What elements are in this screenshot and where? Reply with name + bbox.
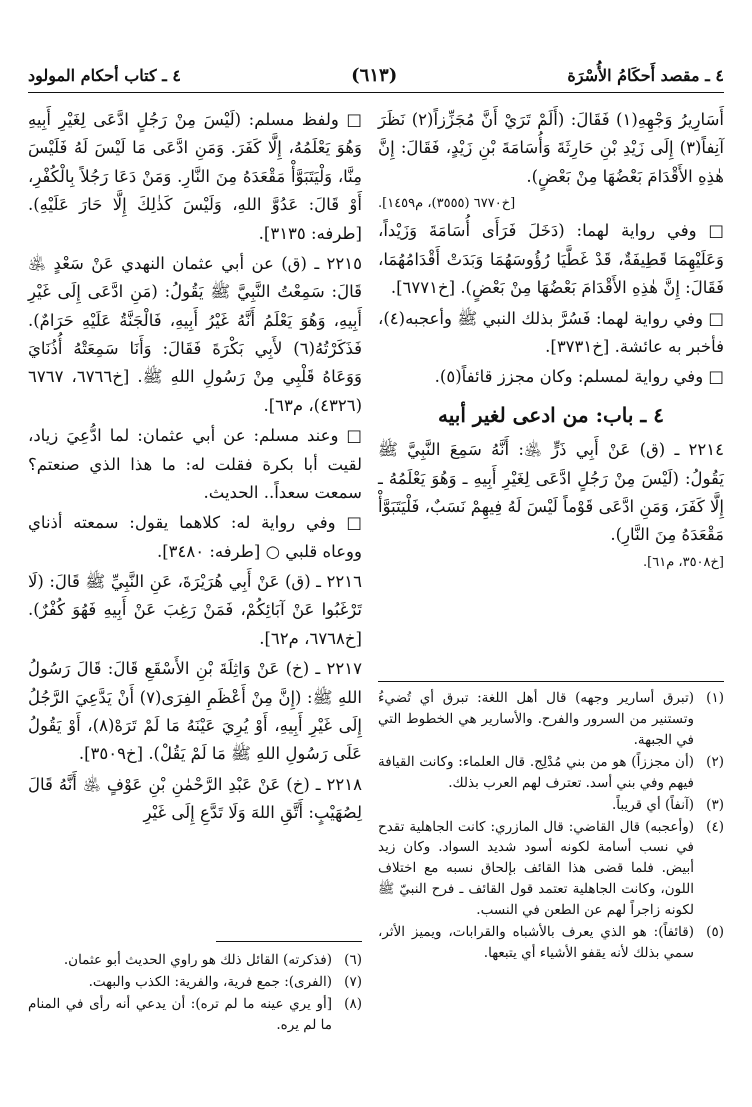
footnote-number: (٦): [344, 952, 362, 968]
footnote: [378, 795, 724, 816]
paragraph: أَسَارِيرُ وَجْهِهِ(١) فَقَالَ: (أَلَمْ تَرَيْ أَنَّ مُجَزِّزاً(٢) نَظَرَ آنِفاً(٣) إِلَى زَيْدِ بْنِ حَارِثَةَ وَأُسَامَةَ بْنِ زَيْدٍ، فَقَالَ: إِنَّ هٰذِهِ الأَقْدَامَ بَعْضُهَا مِنْ بَعْضٍ).: [378, 110, 724, 186]
footnote: [28, 950, 362, 971]
paragraph: □ وعند مسلم: عن أبي عثمان: لما ادُّعِيَ زياد، لقيت أبا بكرة فقلت له: ما هذا الذي صنعتم؟ سمعت سعداً.. الحديث.: [28, 426, 362, 502]
chapter-heading: ٤ ـ باب: من ادعى لغير أبيه: [438, 402, 664, 427]
footnote-divider: [216, 941, 362, 942]
footnote-number: (١): [706, 690, 724, 706]
header-section-title: ٤ ـ مقصد أَحكَامُ الأُسْرَة: [567, 65, 724, 85]
footnote-text: (قائفاً): هو الذي يعرف بالأشباه والقرابات، ويميز الأثر، سمي بذلك لأنه يقفو الأشياء أي يتبعها.: [378, 924, 694, 962]
page-number: (٦١٣): [351, 64, 398, 86]
footnote: [378, 688, 724, 751]
header-book-title: ٤ ـ كتاب أحكام المولود: [28, 65, 181, 85]
footnote-divider: [378, 681, 724, 682]
footnotes-left: [28, 950, 362, 1037]
footnote: [378, 922, 724, 964]
footnote-text: (آنفاً) أي قريباً.: [611, 796, 694, 813]
footnote: [378, 817, 724, 922]
left-column: [28, 106, 362, 829]
hadith-paragraph: ٢٢١٥ ـ (ق) عن أبي عثمان النهدي عَنْ سَعْدٍ ﵁ قَالَ: سَمِعْتُ النَّبِيَّ ﷺ يَقُولُ: (مَنِ ادَّعَى إِلَى غَيْرِ أَبِيهِ، وَهُوَ يَعْلَمُ أَنَّهُ غَيْرُ أَبِيهِ، فَالْجَنَّةُ عَلَيْهِ حَرَامٌ). فَذَكَرْتُهُ(٦) لأَبِي بَكْرَةَ فَقَالَ: وَأَنَا سَمِعَتْهُ أُذُنَايَ وَوَعَاهُ قَلْبِي مِنْ رَسُولِ اللهِ ﷺ. [خ٦٧٦٦، ٦٧٦٧ (٤٣٢٦)، م٦٣].: [28, 253, 362, 415]
footnote-text: [أو يري عينه ما لم تره): أن يدعي أنه رأى في المنام ما لم يره.: [28, 995, 332, 1033]
hadith-reference: [خ٦٧٧٠ (٣٥٥٥)، م١٤٥٩].: [378, 196, 516, 212]
page-header: [28, 58, 724, 93]
paragraph: □ وفي رواية لهما: فَسُرَّ بذلك النبي ﷺ وأعجبه(٤)، فأخبر به عائشة. [خ٣٧٣١].: [378, 308, 724, 356]
footnote-number: (٣): [706, 796, 724, 813]
footnote-number: (٤): [706, 818, 724, 835]
footnote-text: (فذكرته) القائل ذلك هو راوي الحديث أبو عثمان.: [63, 952, 332, 968]
footnote-text: (الفرى): جمع فرية، والفرية: الكذب والبهت.: [88, 973, 332, 990]
hadith-paragraph: ٢٢١٨ ـ (خ) عَنْ عَبْدِ الرَّحْمٰنِ بْنِ عَوْفٍ ﵁ أَنَّهُ قَالَ لِصُهَيْبٍ: أَتَّقِ اللهَ وَلَا تَدَّعِ إِلَى غَيْرِ: [28, 774, 362, 822]
paragraph: □ ولفظ مسلم: (لَيْسَ مِنْ رَجُلٍ ادَّعَى لِغَيْرِ أَبِيهِ وَهُوَ يَعْلَمُهُ، إِلَّا كَفَرَ. وَمَنِ ادَّعَى مَا لَيْسَ لَهُ فَلَيْسَ مِنَّا، وَلْيَتَبَوَّأْ مَقْعَدَهُ مِنَ النَّارِ. وَمَنْ دَعَا رَجُلاً بِالْكُفْرِ، أَوْ قَالَ: عَدُوَّ اللهِ، وَلَيْسَ كَذٰلِكَ إِلَّا حَارَ عَلَيْهِ). [طرفه: ٣١٣٥].: [28, 110, 362, 243]
hadith-reference: [خ٣٥٠٨، م٦١].: [643, 554, 724, 570]
footnote-text: (وأعجبه) قال القاضي: قال المازري: كانت الجاهلية تقدح في نسب أسامة لكونه أسود شديد السواد. وكان زيد أبيض. فلما قضى هذا القائف بإلحاق نسبه مع اختلاف اللون، وكانت الجاهلية تعتمد قول القائف ـ فرح النبيّ ﷺ لكونه زاجراً لهم عن الطعن في النسب.: [378, 818, 694, 919]
hadith-paragraph: ٢٢١٦ ـ (ق) عَنْ أَبِي هُرَيْرَةَ، عَنِ النَّبِيِّ ﷺ قَالَ: (لَا تَرْغَبُوا عَنْ آبَائِكُمْ، فَمَنْ رَغِبَ عَنْ أَبِيهِ فَهُوَ كُفْرٌ). [خ٦٧٦٨، م٦٢].: [28, 572, 362, 648]
hadith-paragraph: ٢٢١٧ ـ (خ) عَنْ وَاثِلَةَ بْنِ الأَسْقَعِ قَالَ: قَالَ رَسُولُ اللهِ ﷺ: (إِنَّ مِنْ أَعْظَمِ الفِرَى(٧) أَنْ يَدَّعِيَ الرَّجُلُ إِلَى غَيْرِ أَبِيهِ، أَوْ يُرِيَ عَيْنَهُ مَا لَمْ تَرَهْ(٨)، أَوْ يَقُولُ عَلَى رَسُولِ اللهِ ﷺ مَا لَمْ يَقُلْ). [خ٣٥٠٩].: [28, 659, 362, 764]
footnotes-right: [378, 688, 724, 965]
footnote-number: (٥): [706, 924, 724, 941]
paragraph: □ وفي رواية له: كلاهما يقول: سمعته أذناي ووعاه قلبي ○ [طرفه: ٣٤٨٠].: [28, 513, 362, 561]
paragraph: □ وفي رواية لمسلم: وكان مجزز قائفاً(٥).: [434, 367, 724, 387]
hadith-paragraph: ٢٢١٤ ـ (ق) عَنْ أَبِي ذَرٍّ ﵁: أَنَّهُ سَمِعَ النَّبِيَّ ﷺ يَقُولُ: (لَيْسَ مِنْ رَجُلٍ ادَّعَى لِغَيْرِ أَبِيهِ ـ وَهُوَ يَعْلَمُهُ ـ إِلَّا كَفَرَ، وَمَنِ ادَّعَى قَوْماً لَيْسَ لَهُ فِيهِمْ نَسَبٌ، فَلْيَتَبَوَّأْ مَقْعَدَهُ مِنَ النَّارِ).: [378, 440, 724, 545]
footnote-number: (٧): [344, 973, 362, 990]
footnote: [28, 994, 362, 1036]
paragraph: □ وفي رواية لهما: (دَخَلَ فَرَأَى أُسَامَةَ وَزَيْداً، وَعَلَيْهِمَا قَطِيفَةٌ، قَدْ غَطَّيَا رُؤُوسَهُمَا وَبَدَتْ أَقْدَامُهُمَا، فَقَالَ: إِنَّ هٰذِهِ الأَقْدَامَ بَعْضُهَا مِنْ بَعْضٍ). [خ٦٧٧١].: [378, 221, 724, 298]
footnote-number: (٨): [344, 995, 362, 1012]
footnote-text: (تبرق أسارير وجهه) قال أهل اللغة: تبرق أي تُضيءُ وتستنير من السرور والفرح. والأسارير هي الخطوط التي في الجبهة.: [378, 690, 694, 748]
footnote: [28, 972, 362, 993]
right-column: [378, 106, 724, 576]
footnote-text: (أن مجززاً) هو من بني مُدْلِج. قال العلماء: وكانت القيافة فيهم وفي بني أسد. تعترف لهم العرب بذلك.: [378, 753, 694, 791]
footnote: [378, 752, 724, 794]
footnote-number: (٢): [706, 753, 724, 770]
